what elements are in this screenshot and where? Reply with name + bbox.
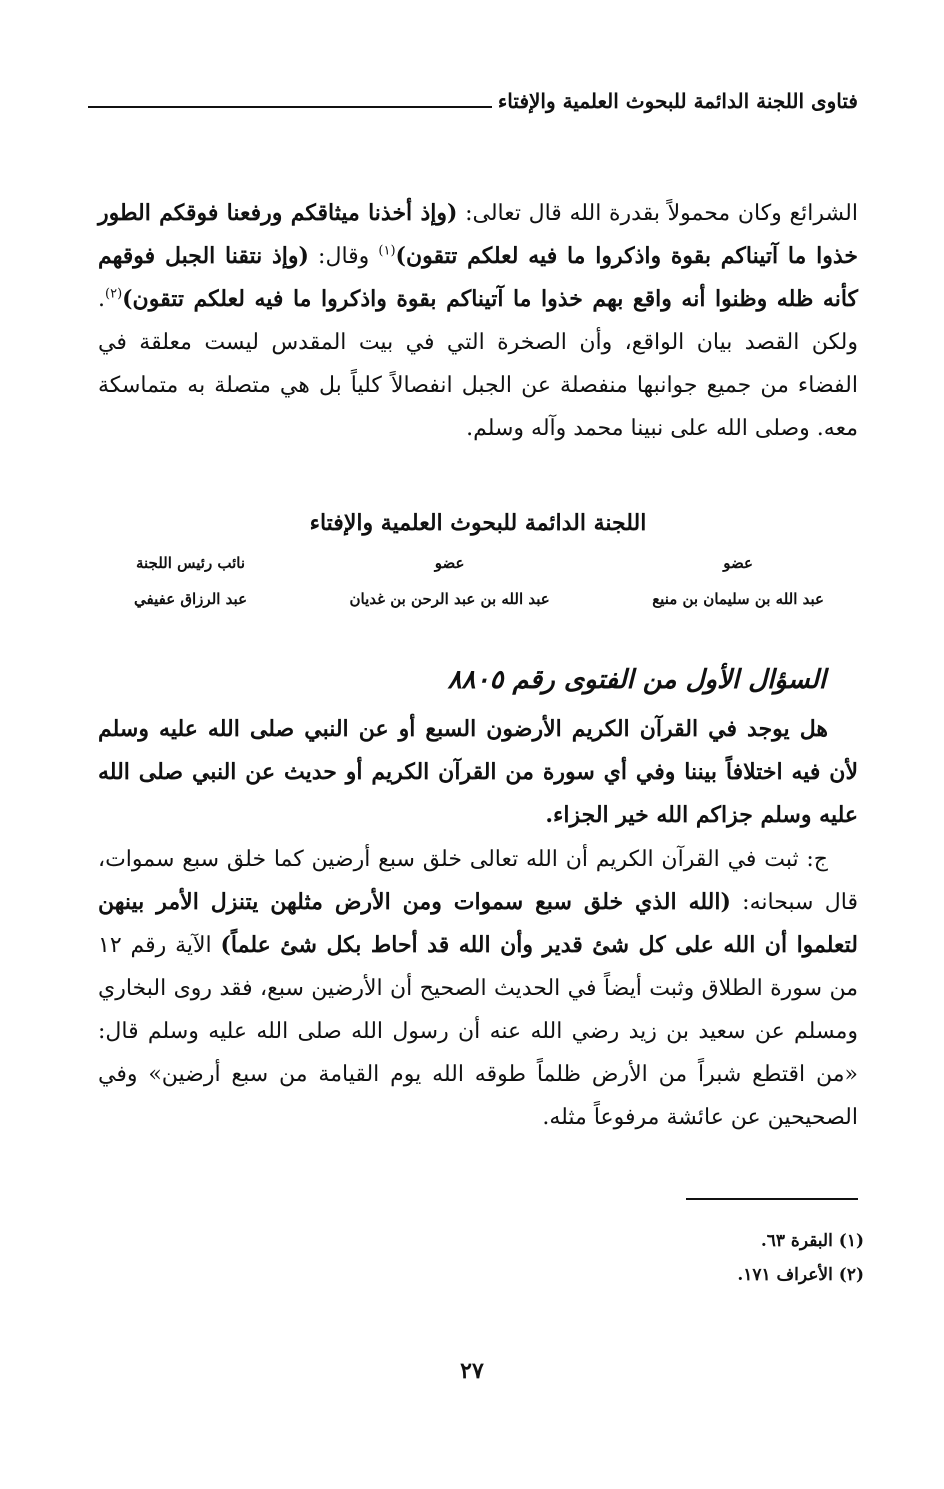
text-segment: الشرائع وكان محمولاً بقدرة الله قال تعالى: <box>457 201 858 226</box>
text-segment: وقال: <box>308 244 379 269</box>
committee-name: اللجنة الدائمة للبحوث العلمية والإفتاء <box>309 510 647 536</box>
footnote-divider <box>686 1198 858 1200</box>
footnote-ref: (٢) <box>105 286 123 302</box>
header-rule <box>88 106 492 108</box>
signatory <box>652 545 824 617</box>
signatory-role: عضو <box>723 554 753 572</box>
footnote-ref: (١) <box>378 243 396 259</box>
answer-text: الآية رقم ١٢ من سورة الطلاق وثبت أيضاً في الحديث الصحيح أن الأرضين سبع، فقد روى البخاري ومسلم عن سعيد بن زيد رضي الله عنه أن رسول الله صلى الله عليه وسلم قال: «من اقتطع شبراً من الأرض ظلماً طوقه الله يوم القيامة من سبع أرضين» وفي الصحيحين عن عائشة مرفوعاً مثله. <box>98 933 858 1130</box>
footnotes <box>464 1224 864 1292</box>
fatwa-heading: السؤال الأول من الفتوى رقم ٨٨٠٥ <box>447 665 826 695</box>
answer-text: ج: ثبت في القرآن الكريم أن الله تعالى خلق سبع أرضين كما خلق سبع سموات، قال سبحانه: <box>98 847 858 915</box>
text-segment: . ولكن القصد بيان الواقع، وأن الصخرة التي في بيت المقدس ليست معلقة في الفضاء من جميع جوانبها منفصلة عن الجبل انفصالاً كلياً بل هي متصلة به متماسكة معه. وصلى الله على نبينا محمد وآله وسلم. <box>98 287 858 441</box>
quran-quote: (وإذ أخذنا ميثاقكم ورفعنا فوقكم الطور خذوا ما آتيناكم بقوة واذكروا ما فيه لعلكم تتقون) <box>98 200 858 269</box>
signatory-name: عبد الله بن سليمان بن منيع <box>652 590 824 608</box>
signatories <box>134 545 824 617</box>
quran-quote: (الله الذي خلق سبع سموات ومن الأرض مثلهن يتنزل الأمر بينهن لتعلموا أن الله على كل شئ قدير وأن الله قد أحاط بكل شئ علماً) <box>98 889 859 958</box>
answer-paragraph <box>98 838 858 1139</box>
footnote: (٢) الأعراف ١٧١. <box>737 1265 864 1285</box>
footnote: (١) البقرة ٦٣. <box>760 1231 864 1251</box>
question-text: هل يوجد في القرآن الكريم الأرضون السبع أو عن النبي صلى الله عليه وسلم لأن فيه اختلافاً بيننا وفي أي سورة من القرآن الكريم أو حديث عن النبي صلى الله عليه وسلم جزاكم الله خير الجزاء. <box>98 716 858 828</box>
running-header <box>88 82 858 116</box>
signatory-name: عبد الله بن عبد الرحن بن غديان <box>349 590 550 608</box>
signatory-role: نائب رئيس اللجنة <box>135 554 246 572</box>
signatory-name: عبد الرزاق عفيفي <box>134 590 248 608</box>
question-paragraph <box>98 708 858 837</box>
page-number: ٢٧ <box>460 1358 484 1384</box>
signatory <box>350 545 550 617</box>
quran-quote: (وإذ نتقنا الجبل فوقهم كأنه ظله وظنوا أنه واقع بهم خذوا ما آتيناكم بقوة واذكروا ما فيه لعلكم تتقون) <box>98 243 858 312</box>
running-title: فتاوى اللجنة الدائمة للبحوث العلمية والإفتاء <box>497 89 858 113</box>
signatory <box>134 545 247 617</box>
paragraph-continuation <box>98 192 858 450</box>
signatory-role: عضو <box>434 554 465 572</box>
